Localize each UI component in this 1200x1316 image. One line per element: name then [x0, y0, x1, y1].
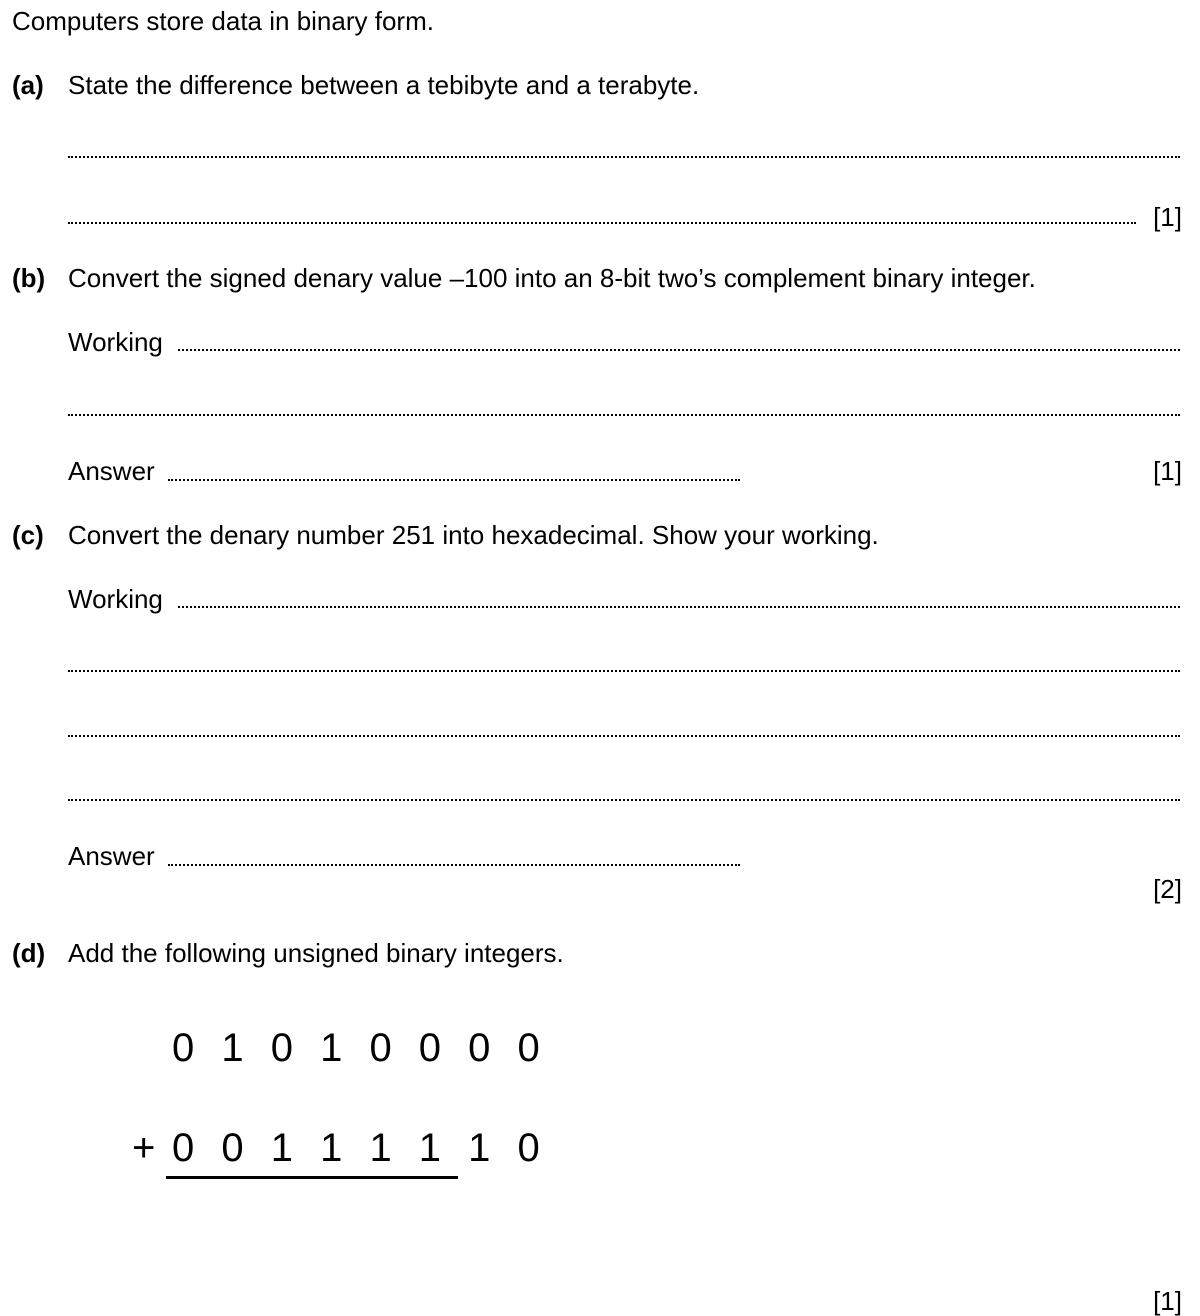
part-c-label: (c) [12, 520, 44, 550]
part-c-question: Convert the denary number 251 into hexadecimal. Show your working. [68, 520, 879, 550]
part-c-answer-label: Answer [68, 841, 155, 871]
part-b-working-line-1[interactable] [178, 349, 1180, 351]
part-b-answer-line[interactable] [168, 479, 740, 481]
part-b-answer-label: Answer [68, 456, 155, 486]
part-b-working-label: Working [68, 327, 163, 357]
part-c-working-line-4[interactable] [68, 799, 1180, 801]
part-c-working-line-1[interactable] [178, 606, 1180, 608]
part-a-marks: [1] [1153, 202, 1182, 232]
part-c-working-line-2[interactable] [68, 670, 1180, 672]
part-a-label: (a) [12, 70, 44, 100]
part-b-working-line-2[interactable] [68, 414, 1180, 416]
part-c-working-line-3[interactable] [68, 735, 1180, 737]
plus-sign: + [132, 1126, 156, 1170]
sum-underline [166, 1176, 458, 1179]
part-b-question: Convert the signed denary value –100 into an 8-bit two’s complement binary integer. [68, 263, 1036, 293]
part-a-answer-line-2[interactable] [68, 222, 1136, 224]
part-d-marks: [1] [1153, 1286, 1182, 1316]
intro-text: Computers store data in binary form. [12, 6, 434, 36]
part-d-label: (d) [12, 938, 46, 968]
binary-number-2: 0 0 1 1 1 1 1 0 [172, 1126, 548, 1170]
binary-number-1: 0 1 0 1 0 0 0 0 [172, 1026, 548, 1070]
part-a-answer-line-1[interactable] [68, 156, 1180, 158]
part-d-question: Add the following unsigned binary integers. [68, 938, 564, 968]
part-c-working-label: Working [68, 584, 163, 614]
part-a-question: State the difference between a tebibyte and a terabyte. [68, 70, 700, 100]
part-c-marks: [2] [1153, 874, 1182, 904]
part-b-marks: [1] [1153, 456, 1182, 486]
part-b-label: (b) [12, 263, 46, 293]
part-c-answer-line[interactable] [168, 864, 740, 866]
